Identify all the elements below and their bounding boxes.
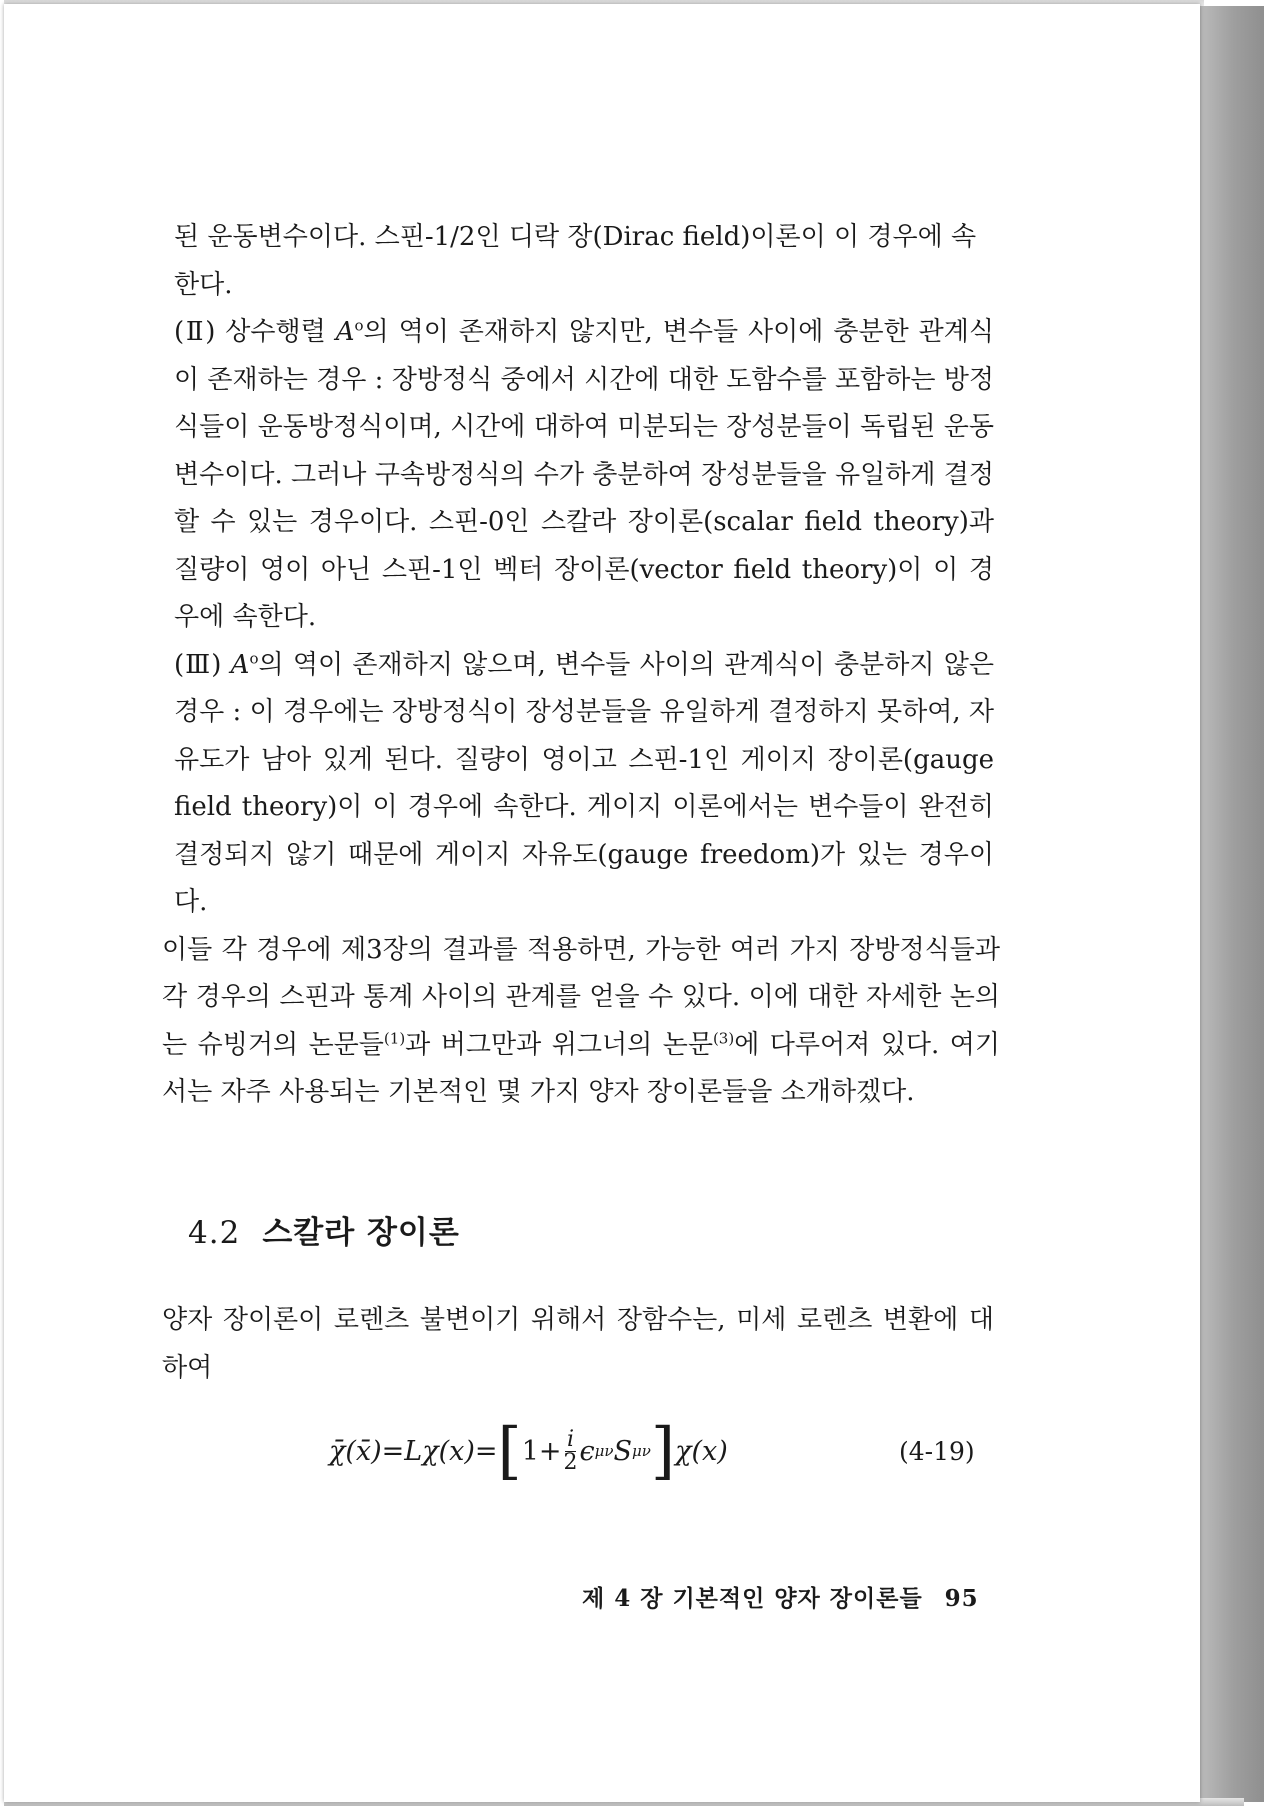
- section-number: 4.2: [188, 1215, 241, 1251]
- case-2-paragraph: [174, 309, 994, 642]
- reference-marker: (1): [383, 1028, 406, 1047]
- matrix-symbol: A: [230, 649, 250, 680]
- body-line: 된 운동변수이다. 스핀-1/2인 디락 장(Dirac field)이론이 이 경우에 속: [174, 222, 977, 252]
- reference-marker: (3): [712, 1028, 735, 1047]
- section-body-text: 양자 장이론이 로렌츠 불변이기 위해서 장함수는, 미세 로렌츠 변환에 대하여: [162, 1305, 994, 1383]
- superscript: o: [354, 316, 364, 335]
- matrix-symbol: A: [335, 317, 355, 347]
- equation-lhs: χ̄(x̄)=Lχ(x)=: [329, 1435, 498, 1467]
- fraction-denominator: 2: [563, 1449, 578, 1475]
- fraction: [563, 1426, 578, 1475]
- superscript: μν: [632, 1442, 651, 1460]
- section-title: 스칼라 장이론: [262, 1215, 460, 1251]
- superscript: o: [249, 648, 259, 667]
- summary-paragraph: [162, 927, 1000, 1117]
- body-line: 한다.: [174, 269, 233, 300]
- page-number: 95: [944, 1585, 979, 1612]
- paragraph: [174, 214, 994, 309]
- summary-text: 이들 각 경우에 제3장의 결과를 적용하면, 가능한 여러 가지 장방정식들과 각 경우의 스핀과 통계 사이의 관계를 얻을 수 있다. 이에 대한 자세한 논의는 슈빙거의 논문들: [162, 934, 1000, 1060]
- fraction-numerator: i: [566, 1426, 575, 1452]
- page-footer: [582, 1580, 979, 1613]
- body-text: [162, 214, 1000, 1117]
- running-footer: 제 4 장 기본적인 양자 장이론들: [582, 1585, 923, 1612]
- subscript: μν: [594, 1442, 614, 1460]
- book-page: [4, 4, 1200, 1802]
- summary-text: 과 버그만과 위그너의 논문: [405, 1029, 713, 1060]
- section-body: [162, 1297, 994, 1392]
- bracket-open: [: [497, 1414, 522, 1487]
- section-heading: [188, 1207, 460, 1252]
- equation-rhs: χ(x): [675, 1435, 728, 1467]
- equation: [329, 1416, 728, 1486]
- spin-operator: S: [613, 1435, 633, 1467]
- case-2-label: (Ⅱ) 상수행렬: [174, 317, 336, 347]
- case-3-paragraph: [174, 642, 994, 927]
- equation-term: 1+: [521, 1435, 562, 1467]
- page-side-edge: [1198, 6, 1264, 1802]
- case-3-label: (Ⅲ): [174, 649, 231, 680]
- epsilon-symbol: ϵ: [579, 1435, 595, 1467]
- bracket-close: ]: [650, 1414, 676, 1487]
- case-2-text: 의 역이 존재하지 않지만, 변수들 사이에 충분한 관계식이 존재하는 경우 : 장방정식 중에서 시간에 대한 도함수를 포함하는 방정식들이 운동방정식이며, 시간에 대하여 미분되는 장성분들이 독립된 운동변수이다. 그러나 구속방정식의 수가 충분하여 장성분들을 유일하게 결정할 수 있는 경우이다. 스핀-0인 스칼라 장이론(scalar field theory)과 질량이 영이 아닌 스핀-1인 벡터 장이론(vector field theory)이 이 경우에 속한다.: [174, 317, 994, 632]
- summary-text: 에 다루어져 있다. 여기서는 자주 사용되는 기본적인 몇 가지 양자 장이론들을 소개하겠다.: [162, 1029, 1000, 1107]
- case-3-text: 의 역이 존재하지 않으며, 변수들 사이의 관계식이 충분하지 않은 경우 : 이 경우에는 장방정식이 장성분들을 유일하게 결정하지 못하여, 자유도가 남아 있게 된다. 질량이 영이고 스핀-1인 게이지 장이론(gauge field theory)이 이 경우에 속한다. 게이지 이론에서는 변수들이 완전히 결정되지 않기 때문에 게이지 자유도(gauge freedom)가 있는 경우이다.: [174, 649, 994, 917]
- equation-number: (4-19): [899, 1437, 975, 1466]
